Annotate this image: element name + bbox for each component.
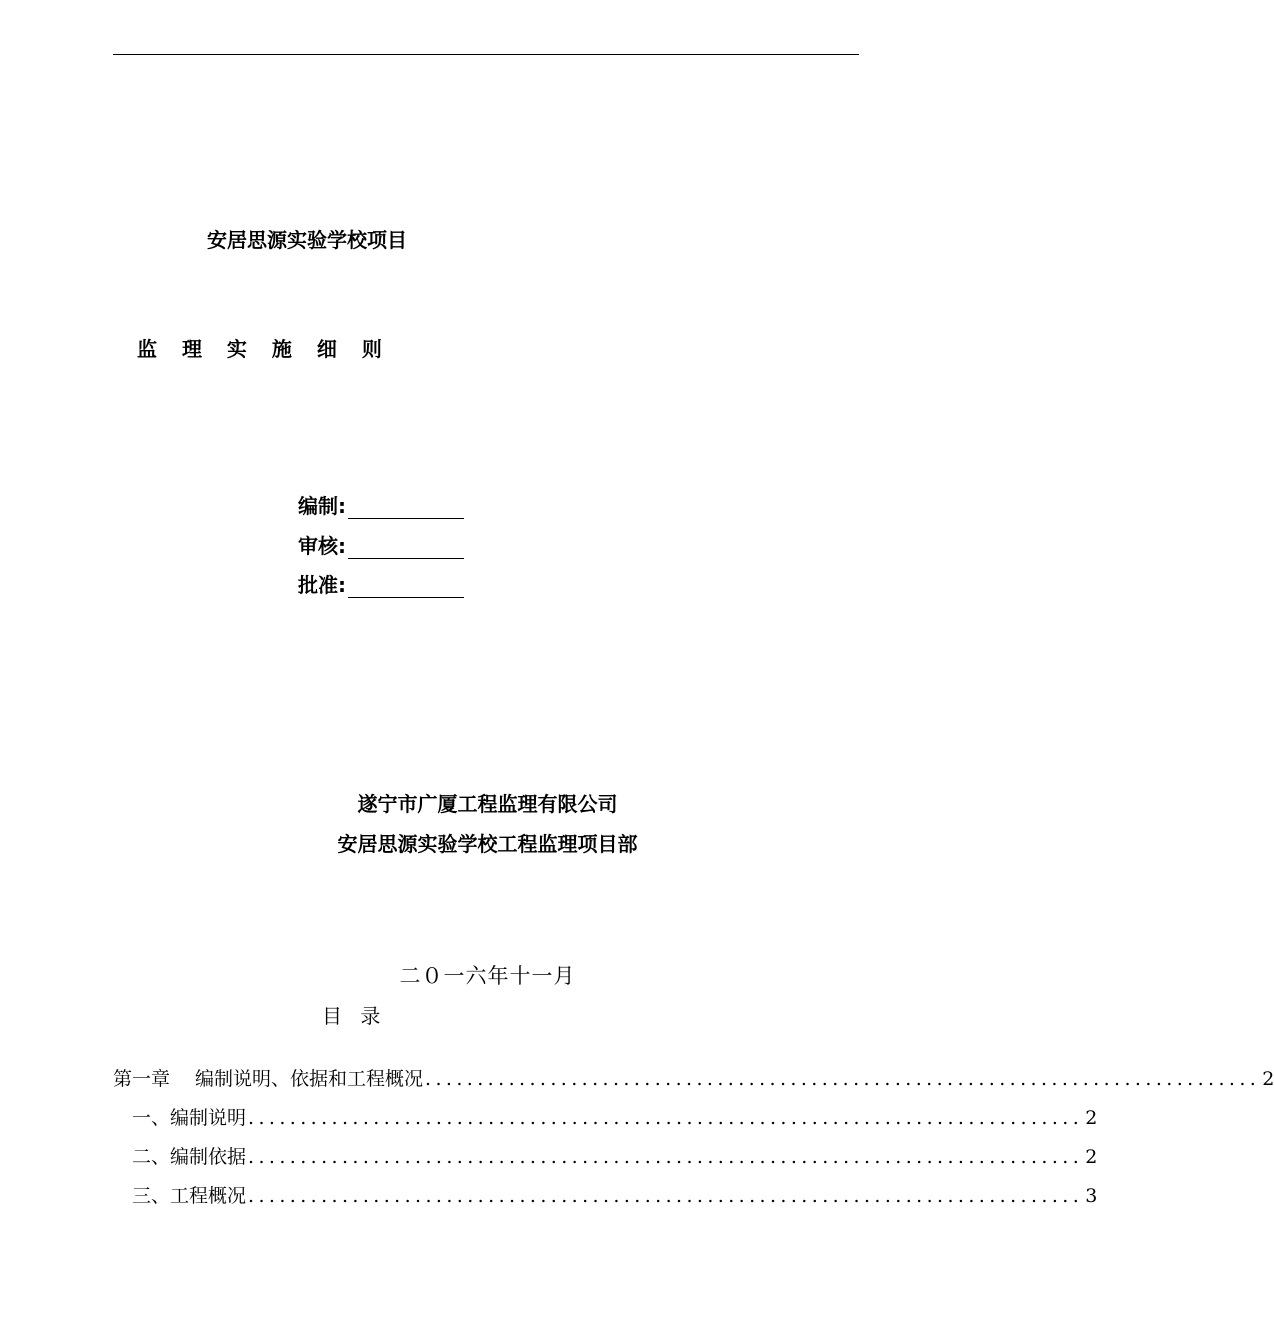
company-name: 遂宁市广厦工程监理有限公司 — [357, 792, 618, 816]
signature-blank — [348, 575, 464, 598]
signature-label: 编制: — [298, 494, 346, 518]
toc-entry[interactable] — [113, 1181, 1098, 1209]
signature-blank — [348, 536, 464, 559]
toc-leader-dots: ................................................................................ — [248, 1185, 1084, 1207]
document-date: 二０一六年十一月 — [399, 964, 576, 988]
toc-entry[interactable] — [113, 1142, 1098, 1170]
toc-entry-label: 三、工程概况 — [113, 1185, 247, 1207]
toc-entry[interactable] — [113, 1064, 1274, 1092]
signature-label: 批准: — [298, 573, 346, 597]
toc-leader-dots: ................................................................................ — [248, 1146, 1084, 1168]
signature-label: 审核: — [298, 534, 346, 558]
project-title: 安居思源实验学校项目 — [207, 228, 407, 252]
toc-entry-label: 第一章 编制说明、依据和工程概况 — [113, 1068, 424, 1090]
toc-entry-page: 2 — [1085, 1146, 1098, 1168]
toc-entry-page: 2 — [1262, 1068, 1274, 1090]
toc-leader-dots: ................................................................................ — [425, 1068, 1261, 1090]
toc-entry-label: 二、编制依据 — [113, 1146, 247, 1168]
toc-entry-page: 3 — [1085, 1185, 1098, 1207]
signature-reviewed-by — [298, 530, 464, 559]
document-title: 监 理 实 施 细 则 — [137, 337, 391, 361]
toc-title: 目 录 — [322, 1004, 387, 1028]
toc-leader-dots: ................................................................................ — [248, 1107, 1084, 1129]
signature-blank — [348, 496, 464, 519]
toc-entry[interactable] — [113, 1103, 1098, 1131]
signature-compiled-by — [298, 490, 464, 519]
toc-entry-label: 一、编制说明 — [113, 1107, 247, 1129]
signature-approved-by — [298, 569, 464, 598]
header-rule — [113, 54, 859, 55]
toc-entry-page: 2 — [1085, 1107, 1098, 1129]
project-department: 安居思源实验学校工程监理项目部 — [337, 832, 638, 856]
